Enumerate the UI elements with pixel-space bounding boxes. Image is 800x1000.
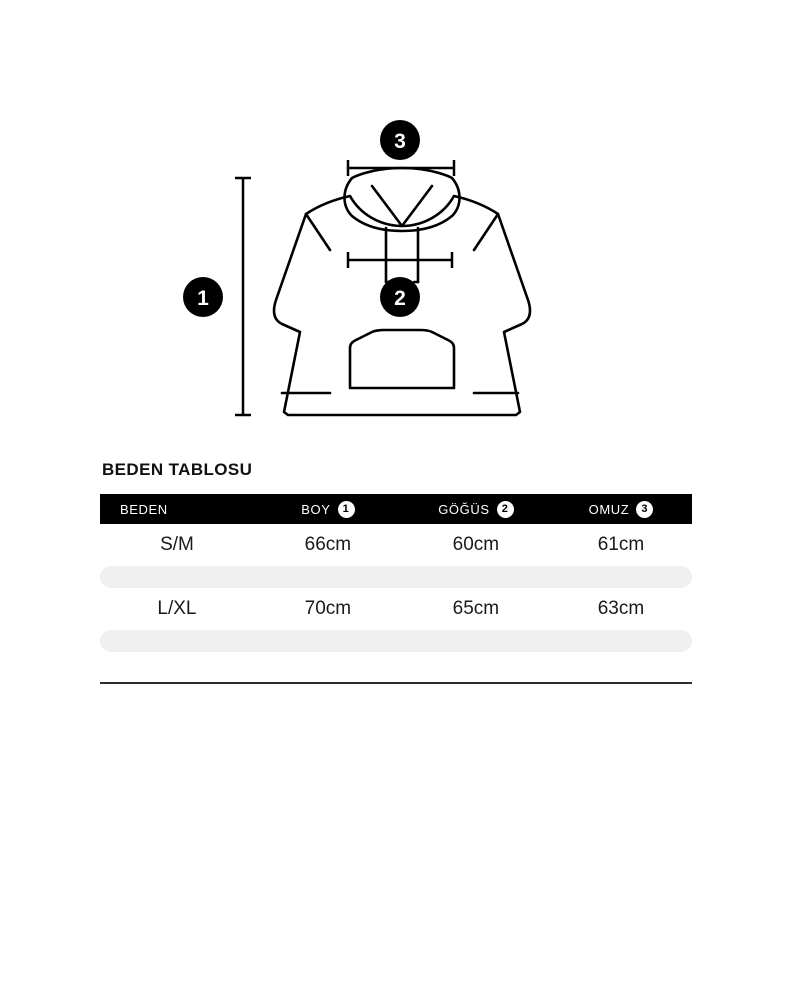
cell-boy: 70cm	[304, 598, 352, 619]
table-header-boy	[254, 494, 402, 524]
size-table	[100, 494, 692, 652]
table-header-gogus-label: GÖĞÜS	[438, 501, 490, 517]
cell-gogus: 60cm	[452, 534, 500, 555]
cell-omuz: 61cm	[597, 534, 645, 555]
size-diagram	[0, 0, 800, 450]
length-measure-line	[235, 178, 251, 415]
table-row-separator	[100, 566, 692, 588]
size-table-section	[100, 460, 692, 652]
cell-beden: L/XL	[157, 598, 197, 619]
table-row	[100, 524, 692, 566]
table-row-separator	[100, 630, 692, 652]
badge-1-icon: 1	[338, 501, 355, 518]
cell-beden: S/M	[160, 534, 194, 555]
table-header-gogus	[402, 494, 550, 524]
table-row	[100, 588, 692, 630]
chest-measure-line	[348, 252, 452, 268]
size-table-title: BEDEN TABLOSU	[102, 460, 253, 479]
cell-boy: 66cm	[304, 534, 352, 555]
table-header-omuz	[550, 494, 692, 524]
badge-2-icon: 2	[497, 501, 514, 518]
table-header-boy-label: BOY	[301, 501, 331, 517]
bottom-divider	[100, 682, 692, 684]
marker-2-badge	[380, 277, 420, 317]
svg-text:1: 1	[197, 287, 209, 310]
cell-omuz: 63cm	[597, 598, 645, 619]
marker-1-badge	[183, 277, 223, 317]
cell-gogus: 65cm	[452, 598, 500, 619]
table-header-beden-label: BEDEN	[120, 501, 168, 517]
table-header-row	[100, 494, 692, 524]
table-header-omuz-label: OMUZ	[588, 501, 630, 517]
table-header-beden	[100, 494, 254, 524]
marker-3-badge	[380, 120, 420, 160]
badge-3-icon: 3	[636, 501, 653, 518]
svg-text:3: 3	[394, 130, 406, 153]
svg-text:2: 2	[394, 287, 406, 310]
